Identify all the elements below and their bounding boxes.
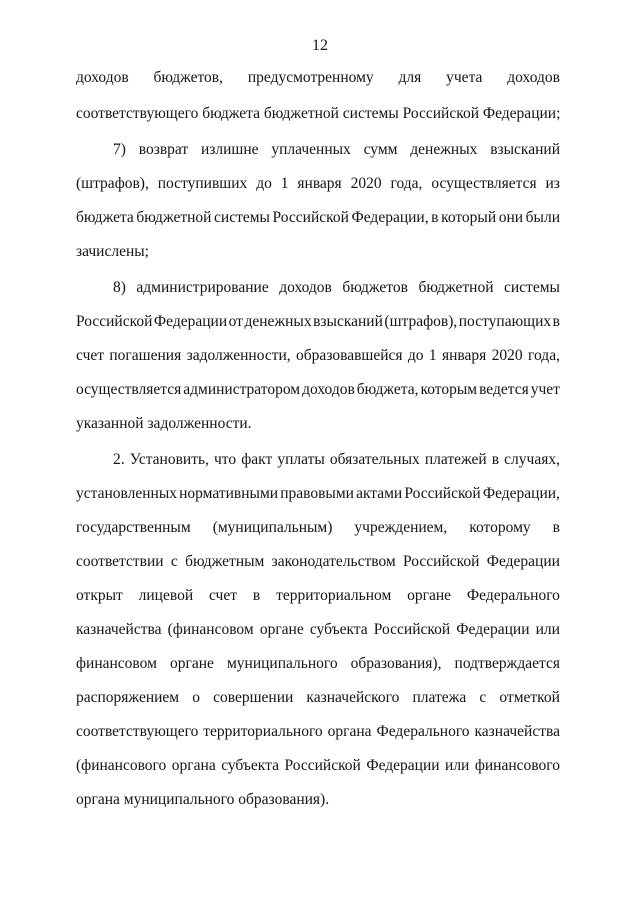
- word: (муниципальным): [212, 519, 333, 536]
- word: Федерации,: [482, 485, 560, 502]
- word: правовыми: [280, 485, 354, 502]
- word: от: [228, 313, 243, 330]
- word: Федерального: [376, 723, 470, 740]
- word: доходов: [302, 381, 355, 398]
- word: Федерации: [153, 313, 228, 330]
- word: Российской: [373, 621, 451, 638]
- word: бюджетов,: [153, 69, 223, 86]
- word: доходов: [279, 279, 332, 296]
- word: нормативными: [179, 485, 279, 502]
- word: бюджета: [76, 209, 134, 226]
- word: системы: [214, 209, 270, 226]
- word: органа: [171, 757, 216, 774]
- word: 1: [428, 347, 437, 364]
- word: (штрафов),: [76, 175, 149, 192]
- word: платежа: [412, 689, 467, 706]
- word: в: [491, 451, 500, 468]
- word: (финансового: [76, 757, 167, 774]
- word: актами: [356, 485, 403, 502]
- text-line: [76, 654, 560, 674]
- word: уплаченных: [271, 141, 351, 158]
- word: 7): [113, 141, 126, 158]
- word: о: [192, 689, 200, 706]
- text-line: [76, 174, 560, 194]
- text-line: зачислены;: [76, 243, 149, 260]
- word: января: [297, 175, 342, 192]
- word: которому: [469, 519, 531, 536]
- word: распоряжением: [76, 689, 180, 706]
- word: сумм: [363, 141, 398, 158]
- word: Федерации: [456, 621, 530, 638]
- word: взысканий: [313, 313, 383, 330]
- word: администратором: [183, 381, 301, 398]
- word: территориального: [203, 723, 323, 740]
- text-line: [76, 688, 560, 708]
- word: предусмотренному: [247, 69, 374, 86]
- word: 2020: [350, 175, 382, 192]
- text-line: [76, 346, 560, 366]
- word: с: [170, 553, 178, 570]
- word: с: [479, 689, 487, 706]
- word: взысканий: [490, 141, 560, 158]
- text-line: [113, 278, 560, 298]
- word: образовавшейся: [296, 347, 403, 364]
- text-line: [113, 450, 560, 470]
- word: задолженности,: [186, 347, 291, 364]
- word: в: [252, 587, 261, 604]
- word: счет: [208, 587, 238, 604]
- word: платежей: [424, 451, 487, 468]
- word: ведется: [479, 381, 529, 398]
- text-line: соответствующего бюджета бюджетной системы Российской Федерации;: [76, 105, 561, 122]
- word: для: [398, 69, 422, 86]
- word: которым: [420, 381, 478, 398]
- word: 2.: [113, 451, 125, 468]
- text-line: указанной задолженности.: [76, 415, 252, 432]
- word: в: [431, 209, 439, 226]
- word: 8): [113, 279, 126, 296]
- word: были: [525, 209, 560, 226]
- word: законодательством: [271, 553, 396, 570]
- text-line: органа муниципального образования).: [76, 791, 330, 808]
- word: денежных: [244, 313, 312, 330]
- word: 1: [280, 175, 289, 192]
- text-line: [76, 312, 560, 332]
- word: обязательных: [329, 451, 420, 468]
- word: подтверждается: [454, 655, 560, 672]
- word: открыт: [76, 587, 123, 604]
- word: финансового: [474, 757, 560, 774]
- word: Российской: [404, 485, 481, 502]
- text-line: [76, 586, 560, 606]
- word: счет: [76, 347, 105, 364]
- word: соответствующего: [76, 723, 199, 740]
- word: 2020: [491, 347, 523, 364]
- word: субъекта: [221, 757, 279, 774]
- word: в: [552, 519, 560, 536]
- word: или: [445, 757, 470, 774]
- word: казначейства: [474, 723, 560, 740]
- word: учета: [446, 69, 483, 86]
- word: бюджетной: [418, 279, 494, 296]
- word: года,: [390, 175, 423, 192]
- text-line: [76, 756, 560, 776]
- text-line: [76, 380, 560, 400]
- word: года,: [528, 347, 560, 364]
- word: поступающих: [458, 313, 552, 330]
- word: бюджетов: [342, 279, 408, 296]
- word: органа: [327, 723, 372, 740]
- word: органе: [259, 621, 304, 638]
- word: осуществляется: [431, 175, 537, 192]
- word: Федерации: [486, 553, 560, 570]
- word: бюджетным: [185, 553, 265, 570]
- word: или: [535, 621, 560, 638]
- word: Федерального: [466, 587, 560, 604]
- word: бюджетной: [136, 209, 212, 226]
- word: они: [498, 209, 524, 226]
- word: учет: [530, 381, 560, 398]
- text-line: [76, 484, 560, 504]
- word: казначейства: [76, 621, 162, 638]
- word: соответствии: [76, 553, 164, 570]
- word: отметкой: [499, 689, 560, 706]
- word: (штрафов),: [384, 313, 458, 330]
- word: возврат: [138, 141, 189, 158]
- word: Российской: [272, 209, 349, 226]
- word: казначейского: [306, 689, 400, 706]
- word: установленных: [76, 485, 177, 502]
- word: органе: [169, 655, 214, 672]
- word: в: [552, 313, 560, 330]
- word: января: [442, 347, 487, 364]
- word: погашения: [109, 347, 182, 364]
- word: (финансовом: [167, 621, 254, 638]
- word: Российской: [403, 553, 480, 570]
- word: территориальном: [276, 587, 392, 604]
- page-number: 12: [312, 37, 328, 54]
- word: государственным: [76, 519, 191, 536]
- text-line: [76, 208, 560, 228]
- word: органе: [407, 587, 452, 604]
- word: который: [441, 209, 497, 226]
- word: Федерации,: [351, 209, 429, 226]
- word: субъекта: [309, 621, 368, 638]
- word: осуществляется: [76, 381, 182, 398]
- word: излишне: [200, 141, 259, 158]
- text-line: [76, 68, 560, 88]
- word: муниципального: [226, 655, 338, 672]
- word: учреждением,: [354, 519, 448, 536]
- word: поступивших: [157, 175, 248, 192]
- word: доходов: [507, 69, 560, 86]
- word: администрирование: [136, 279, 269, 296]
- word: Российской: [284, 757, 361, 774]
- text-line: [76, 552, 560, 572]
- text-line: [76, 722, 560, 742]
- word: доходов: [76, 69, 129, 86]
- word: случаях,: [504, 451, 560, 468]
- word: Федерации: [366, 757, 440, 774]
- word: что: [214, 451, 237, 468]
- text-line: [76, 518, 560, 538]
- word: денежных: [410, 141, 478, 158]
- word: финансовом: [76, 655, 157, 672]
- word: факт: [241, 451, 273, 468]
- word: до: [407, 347, 424, 364]
- text-line: [76, 620, 560, 640]
- text-line: [113, 140, 560, 160]
- word: уплаты: [277, 451, 325, 468]
- word: образования),: [350, 655, 442, 672]
- word: Российской: [76, 313, 153, 330]
- word: лицевой: [138, 587, 194, 604]
- word: до: [256, 175, 272, 192]
- word: бюджета,: [356, 381, 419, 398]
- word: системы: [504, 279, 560, 296]
- word: Установить,: [129, 451, 209, 468]
- word: из: [545, 175, 560, 192]
- word: совершении: [213, 689, 294, 706]
